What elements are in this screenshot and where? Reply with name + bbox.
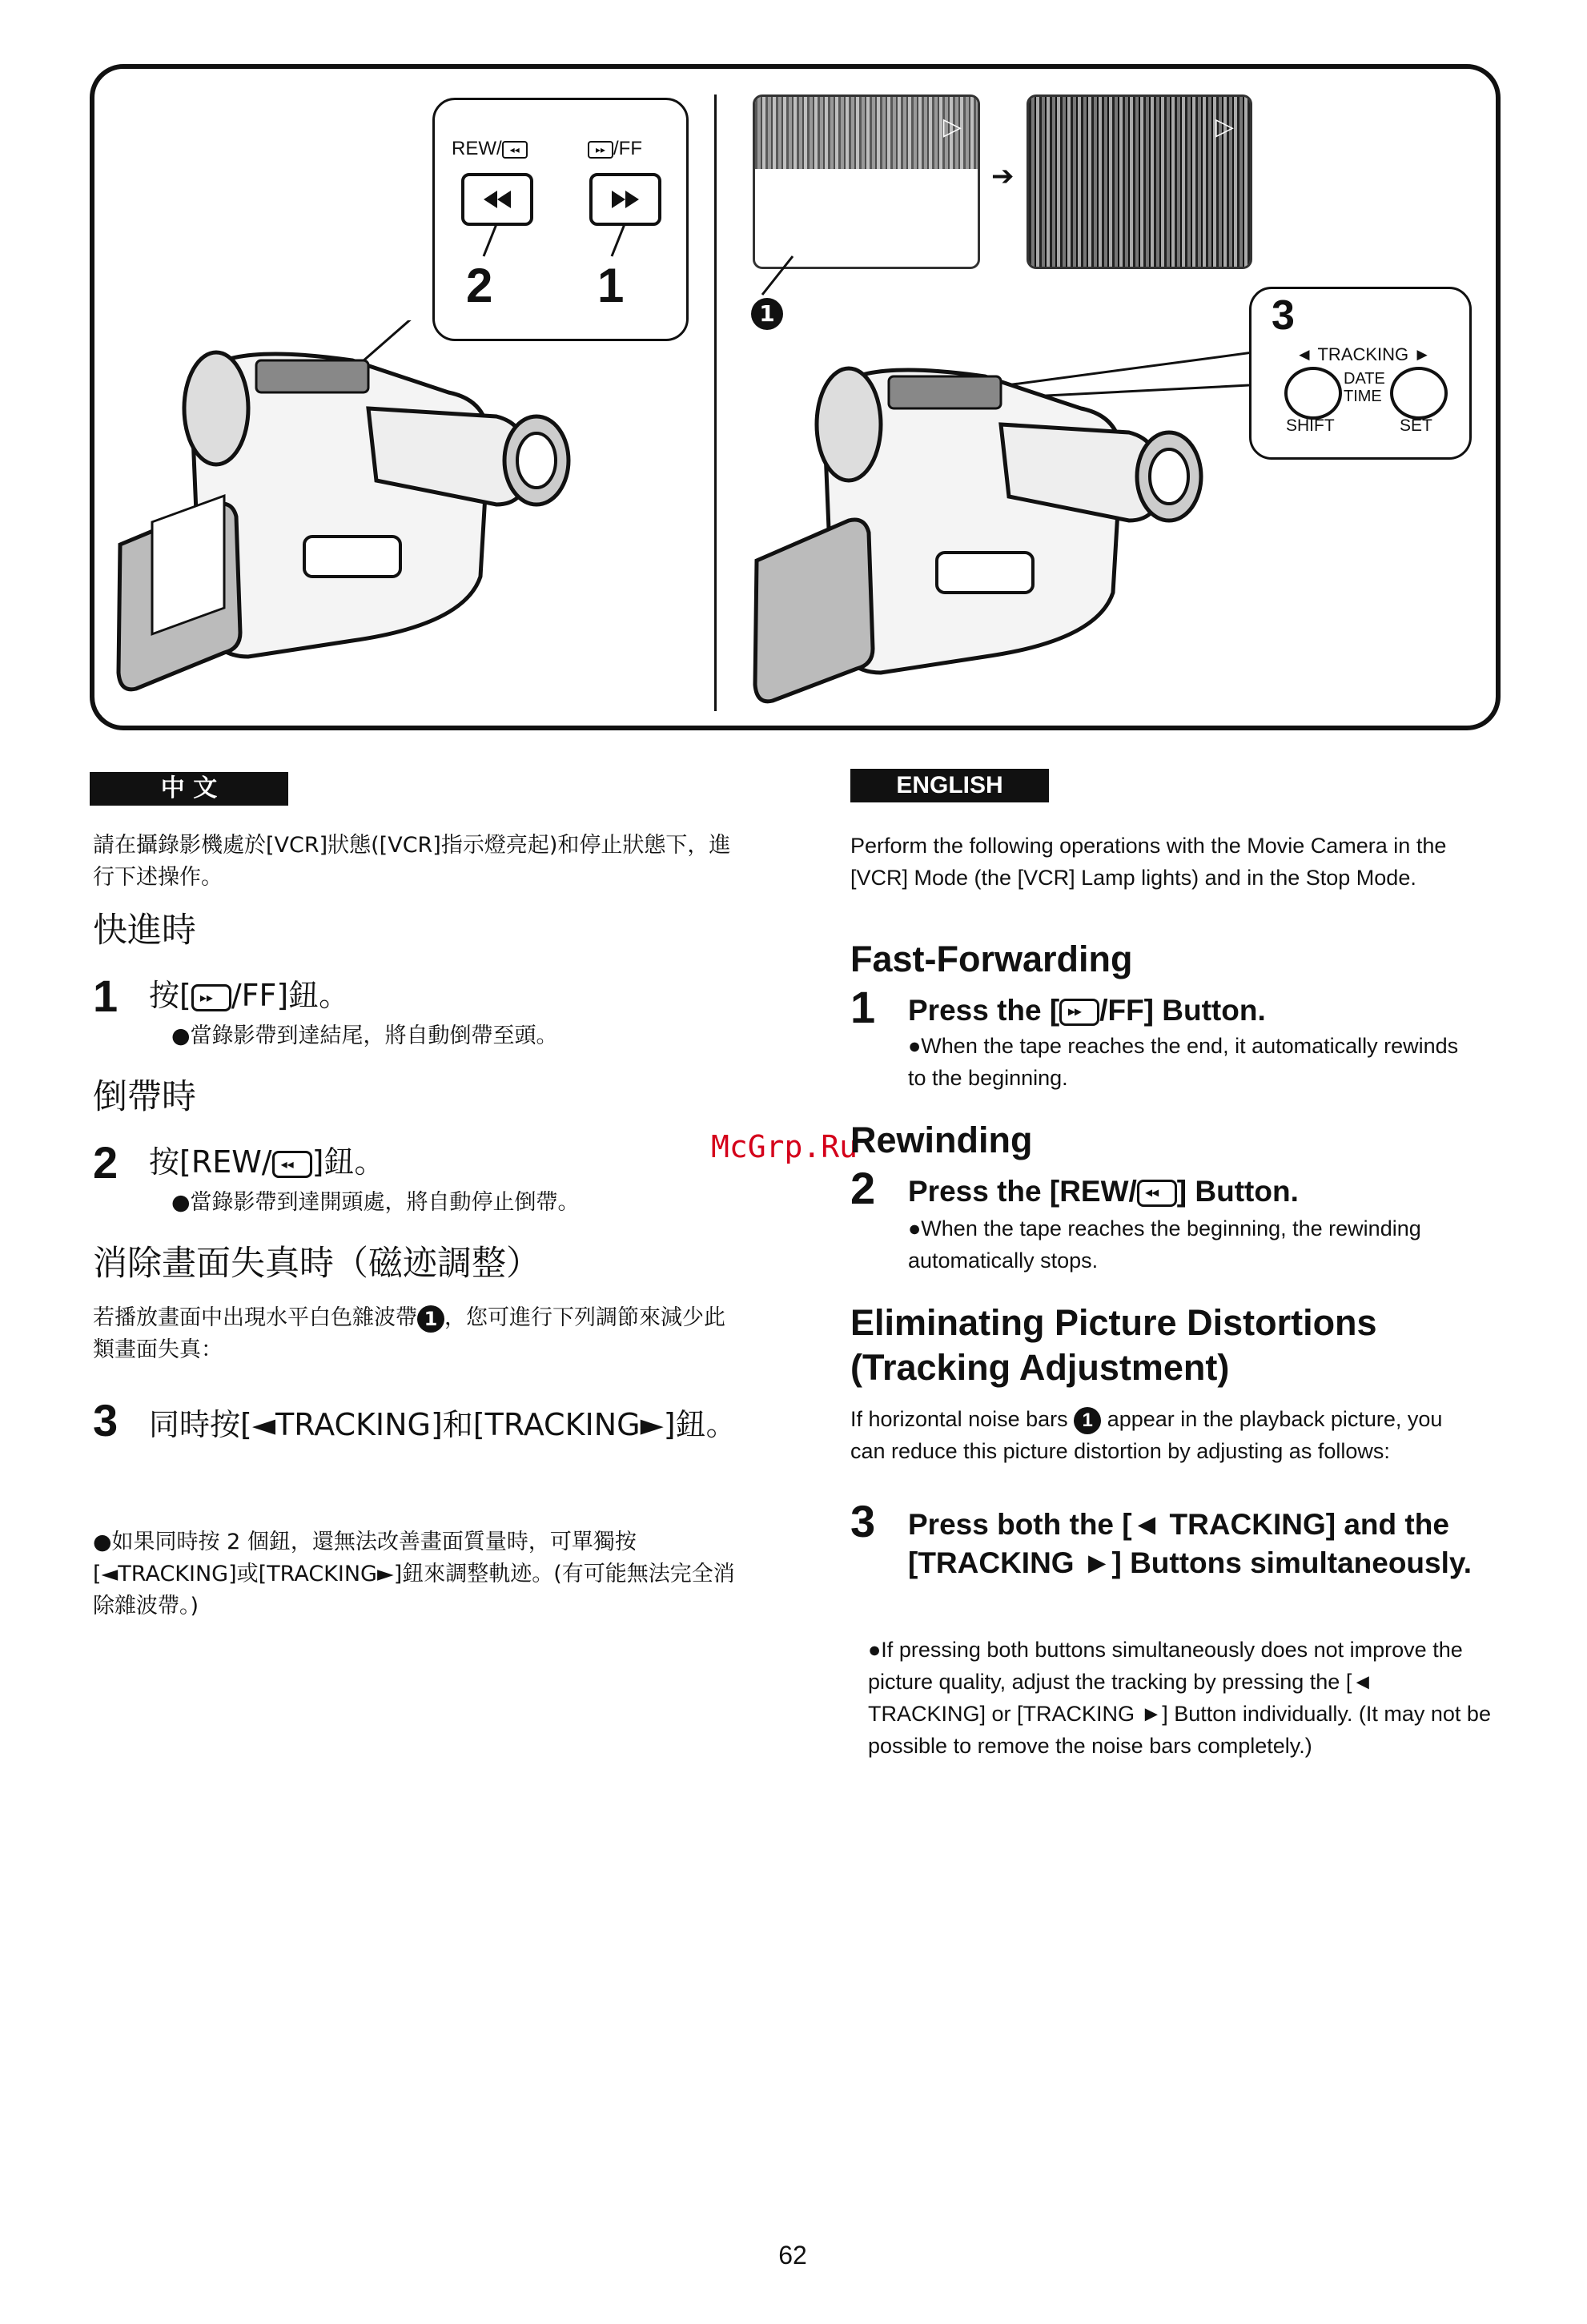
noise-marker-badge: 1 — [1074, 1407, 1101, 1434]
english-step2-number: 2 — [850, 1163, 876, 1213]
tracking-plus-button[interactable] — [1390, 367, 1448, 420]
page-number: 62 — [778, 2241, 807, 2270]
chinese-tracking-intro: 若播放畫面中出現水平白色雜波帶 1 ，您可進行下列調節來減少此類畫面失真： — [93, 1305, 725, 1362]
rewind-key-icon: ◂◂ — [1137, 1180, 1177, 1207]
rewind-key-icon: ◂◂ — [272, 1151, 312, 1178]
english-step3-text: Press both the [◄ TRACKING] and the [TRACKING ►] Buttons simultaneously. — [908, 1508, 1472, 1579]
chinese-tracking-heading: 消除畫面失真時（磁迹調整） — [93, 1244, 540, 1284]
callout-number-1: 1 — [597, 259, 625, 312]
english-step3-number: 3 — [850, 1496, 876, 1546]
fast-forward-key-icon: ▸▸ — [1059, 999, 1099, 1026]
chinese-step1-note: ●當錄影帶到達結尾，將自動倒帶至頭。 — [171, 1023, 558, 1048]
english-tracking-heading-line1: Eliminating Picture Distortions — [850, 1302, 1377, 1343]
set-label: SET — [1400, 416, 1432, 435]
shift-label: SHIFT — [1286, 416, 1335, 435]
chinese-step3-note: ●如果同時按 2 個鈕，還無法改善畫面質量時，可單獨按[◄TRACKING]或[TRACKING►]鈕來調整軌迹。(有可能無法完全消除雜波帶。) — [93, 1530, 735, 1618]
english-rew-heading: Rewinding — [850, 1120, 1033, 1160]
chinese-ff-heading: 快進時 — [93, 911, 196, 951]
english-step1-text: Press the [ ▸▸ /FF] Button. — [908, 994, 1266, 1027]
tracking-label: ◄ TRACKING ► — [1296, 344, 1432, 364]
rew-label: REW/ ◂◂ — [452, 138, 528, 160]
noise-marker-badge: 1 — [417, 1305, 444, 1333]
chinese-rew-heading: 倒帶時 — [93, 1077, 196, 1117]
arrow-icon: ➔ — [991, 160, 1014, 192]
play-icon: ▷ — [942, 113, 962, 141]
fast-forward-icon — [612, 191, 625, 208]
callout-number-2: 2 — [466, 259, 493, 312]
rewind-icon — [484, 191, 497, 208]
play-icon: ▷ — [1215, 113, 1234, 141]
english-step2-note: ●When the tape reaches the beginning, the rewinding automatically stops. — [908, 1216, 1421, 1273]
chinese-step1-text: 按[ ▸▸ /FF]鈕。 — [149, 978, 350, 1013]
tracking-minus-button[interactable] — [1284, 367, 1342, 420]
chinese-step2-text: 按[REW/ ◂◂ ]鈕。 — [149, 1144, 385, 1180]
english-step3-note: ●If pressing both buttons simultaneously does not improve the picture quality, adjust the tracking by pressing the [◄ TRACKING] or [TRACKING ►] Button individually. (It may not be possible to remove the noise bars completely.) — [868, 1638, 1491, 1758]
english-tracking-heading-line2: (Tracking Adjustment) — [850, 1347, 1230, 1388]
english-section-label: ENGLISH — [850, 769, 1049, 802]
english-step2-text: Press the [REW/ ◂◂ ] Button. — [908, 1175, 1299, 1208]
camcorder-illustration-left — [112, 320, 609, 705]
camcorder-illustration-right — [753, 336, 1249, 705]
chinese-intro: 請在攝錄影機處於[VCR]狀態([VCR]指示燈亮起)和停止狀態下，進行下述操作。 — [93, 833, 731, 890]
callout-number-3: 3 — [1272, 292, 1295, 339]
english-step1-note: ●When the tape reaches the end, it automatically rewinds to the beginning. — [908, 1034, 1459, 1090]
illustration-divider — [714, 94, 717, 711]
english-tracking-intro: If horizontal noise bars 1 appear in the playback picture, you can reduce this picture distortion by adjusting as follows: — [850, 1407, 1443, 1463]
watermark: McGrp.Ru — [711, 1129, 858, 1164]
chinese-step2-note: ●當錄影帶到達開頭處，將自動停止倒帶。 — [171, 1190, 580, 1215]
english-step1-number: 1 — [850, 982, 876, 1032]
noisy-playback-screen — [753, 94, 980, 269]
noise-marker-badge: 1 — [751, 298, 783, 330]
clear-playback-screen — [1027, 94, 1252, 269]
english-intro: Perform the following operations with the Movie Camera in the [VCR] Mode (the [VCR] Lamp lights) and in the Stop Mode. — [850, 834, 1447, 890]
fast-forward-key-icon: ▸▸ — [191, 984, 231, 1011]
date-time-label: DATE TIME — [1344, 370, 1385, 405]
ff-label: ▸▸ /FF — [588, 138, 642, 160]
chinese-step1-number: 1 — [93, 971, 119, 1021]
chinese-step2-number: 2 — [93, 1137, 119, 1188]
chinese-step3-text: 同時按[◄TRACKING]和[TRACKING►]鈕。 — [149, 1407, 737, 1442]
english-ff-heading: Fast-Forwarding — [850, 939, 1133, 979]
chinese-step3-number: 3 — [93, 1395, 119, 1445]
chinese-section-label: 中 文 — [90, 772, 288, 806]
